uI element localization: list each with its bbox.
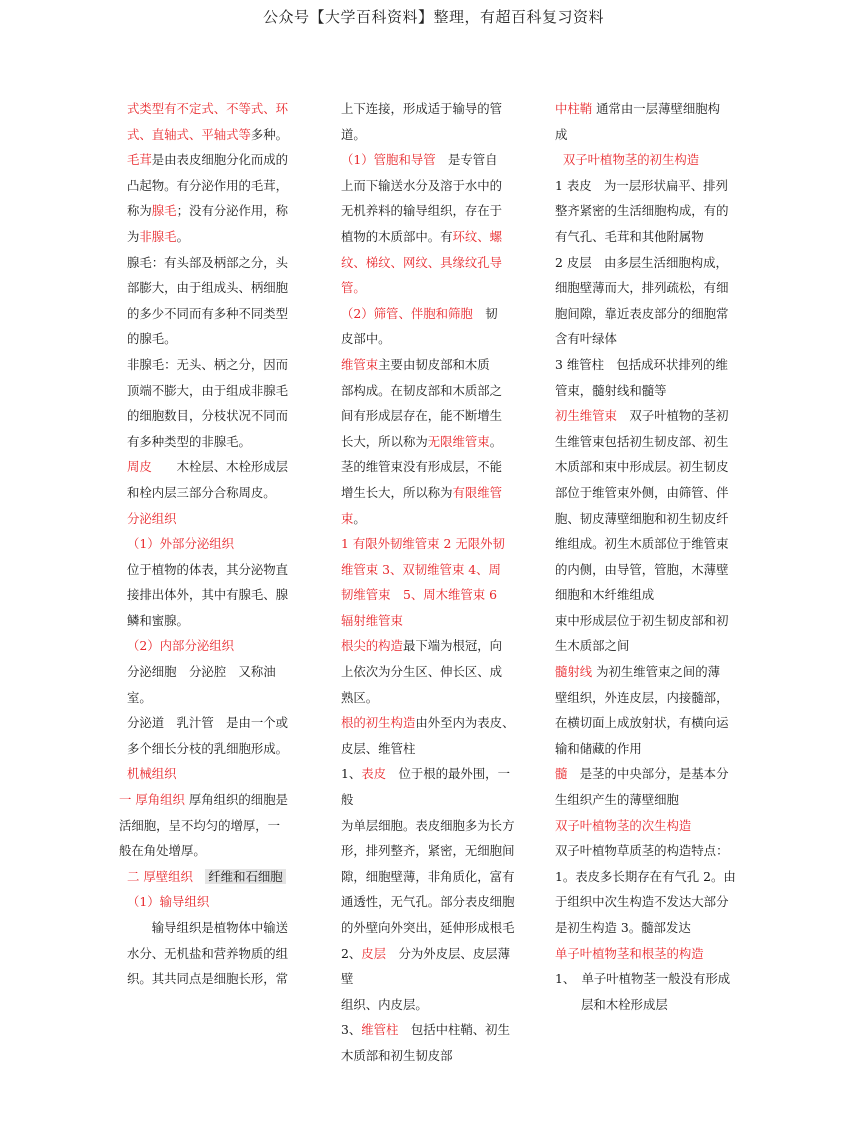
text: 是茎的中央部分，是基本分 (579, 766, 729, 782)
text: 双子叶植物的茎初 (629, 408, 729, 424)
paragraph: 顶端不膨大，由于组成非腺毛 (127, 382, 289, 398)
paragraph: 壁组织，外连皮层，内接髓部， (555, 689, 729, 705)
text: 式类型有不定式、不等式、环 (127, 101, 289, 116)
paragraph (127, 224, 297, 250)
paragraph: 管束，髓射线和髓等 (555, 382, 667, 398)
text: 分为外皮层、皮层薄壁 (341, 945, 510, 987)
text: 木栓层、木栓形成层 (176, 459, 289, 475)
text: 。 (489, 433, 503, 449)
paragraph: 凸起物。有分泌作用的毛茸， (127, 177, 289, 193)
column-2 (341, 96, 521, 1069)
paragraph: 胞、韧皮薄壁细胞和初生韧皮纤 (555, 510, 729, 526)
paragraph: 于组织中次生构造不发达大部分 (555, 894, 729, 910)
paragraph: 和栓内层三部分合称周皮。 (127, 484, 276, 500)
column-1 (119, 96, 297, 992)
text: 称为 (127, 203, 152, 219)
paragraph: 位于植物的体表，其分泌物直 (127, 561, 289, 577)
paragraph: 无机养料的输导组织，存在于 (341, 203, 503, 219)
text: 韧 (485, 305, 498, 321)
term: 腺毛 (151, 203, 177, 219)
text: 由外至内为表皮、 (415, 715, 515, 731)
paragraph: 部构成。在韧皮部和木质部之 (341, 382, 503, 398)
paragraph: 细胞和木纤维组成 (555, 587, 655, 603)
paragraph: 部膨大，由于组成头、柄细胞 (127, 280, 289, 296)
paragraph: 鳞和蜜腺。 (127, 612, 189, 628)
paragraph: 熟区。 (341, 689, 379, 705)
paragraph: 胞间隙，靠近表皮部分的细胞常 (555, 305, 729, 321)
text: 为 (127, 228, 140, 244)
paragraph (341, 480, 521, 506)
paragraph: 维组成。初生木质部位于维管束 (555, 536, 729, 552)
text: 长大，所以称为 (341, 433, 428, 449)
paragraph: 分泌细胞 分泌腔 又称油 (127, 664, 276, 680)
paragraph: 含有叶绿体 (555, 331, 617, 347)
paragraph (555, 659, 741, 685)
paragraph (341, 429, 521, 455)
paragraph: 有多种类型的非腺毛。 (127, 433, 251, 449)
paragraph: 生组织产生的薄壁细胞 (555, 792, 679, 808)
paragraph (555, 403, 741, 429)
term: 髓 (555, 766, 568, 782)
paragraph: 纹、梯纹、网纹、具缘纹孔导 (341, 254, 503, 270)
paragraph: 生维管束包括初生韧皮部、初生 (555, 433, 729, 449)
paragraph: 1 有限外韧维管束 2 无限外韧 (341, 536, 505, 552)
text: 。 (176, 228, 189, 244)
heading-dicot-primary (555, 147, 741, 173)
text: 2、 (341, 945, 362, 961)
paragraph (127, 454, 297, 480)
paragraph: 部位于维管束外侧，由筛管、伴 (555, 484, 729, 500)
term: 根尖的构造 (341, 638, 403, 654)
heading-monocot: 单子叶植物茎和根茎的构造 (555, 945, 704, 961)
paragraph: 1。表皮多长期存在有气孔 2。由 (555, 868, 736, 884)
paragraph: 形，排列整齐，紧密，无细胞间 (341, 843, 515, 859)
paragraph: 整齐紧密的生活细胞构成，有的 (555, 203, 729, 219)
paragraph: 的腺毛。 (127, 331, 177, 347)
heading-text: 双子叶植物茎的初生构造 (562, 152, 700, 168)
paragraph: 1、 单子叶植物茎一般没有形成 (555, 971, 731, 987)
term: 无限维管束 (427, 433, 490, 449)
paragraph: 织。其共同点是细胞长形，常 (127, 971, 289, 987)
paragraph: 的多少不同而有多种不同类型 (127, 305, 289, 321)
paragraph (127, 96, 297, 122)
paragraph (119, 787, 297, 813)
term: 束 (341, 510, 354, 526)
paragraph: 成 (555, 126, 568, 142)
paragraph: 韧维管束 5、周木维管束 6 (341, 587, 498, 603)
term: 非腺毛 (139, 228, 177, 244)
term: 维管柱 (361, 1022, 399, 1038)
term: 髓射线 (555, 664, 593, 680)
paragraph: 分泌道 乳汁管 是由一个或 (127, 715, 289, 731)
paragraph: 1 表皮 为一层形状扁平、排列 (555, 177, 728, 193)
heading-external-secretory: （1）外部分泌组织 (127, 536, 235, 552)
paragraph (341, 301, 521, 327)
paragraph (127, 915, 297, 941)
paragraph: 皮层、维管柱 (341, 740, 416, 756)
text: 通常由一层薄壁细胞构 (596, 101, 721, 116)
text: 主要由韧皮部和木质 (378, 356, 490, 372)
paragraph (341, 633, 521, 659)
paragraph (127, 198, 297, 224)
paragraph: 木质部和束中形成层。初生韧皮 (555, 459, 729, 475)
paragraph: 多个细长分枝的乳细胞形成。 (127, 740, 289, 756)
term: 皮层 (361, 945, 387, 961)
text: 植物的木质部中。有 (341, 228, 453, 244)
paragraph: 在横切面上成放射状，有横向运 (555, 715, 729, 731)
paragraph: 茎的维管束没有形成层，不能 (341, 459, 503, 475)
paragraph: 管。 (341, 280, 366, 296)
paragraph (555, 96, 741, 122)
heading-mechanical: 机械组织 (127, 766, 177, 782)
text: ；没有分泌作用，称 (176, 203, 289, 219)
heading-dicot-secondary: 双子叶植物茎的次生构造 (555, 817, 692, 833)
text: 为初生维管束之间的薄 (596, 664, 721, 680)
paragraph: 般在角处增厚。 (119, 843, 206, 859)
paragraph: 输和储藏的作用 (555, 740, 642, 756)
paragraph: 为单层细胞。表皮细胞多为长方 (341, 817, 515, 833)
paragraph: 双子叶植物草质茎的构造特点： (555, 843, 729, 859)
paragraph: 的外壁向外突出，延伸形成根毛 (341, 920, 515, 935)
text: 包括中柱鞘、初生 (410, 1022, 510, 1038)
text: 输导组织是植物体中输送 (151, 920, 289, 935)
text: 多种。 (250, 126, 289, 142)
paragraph: 是初生构造 3。髓部发达 (555, 920, 691, 935)
term: 周皮 (127, 459, 152, 475)
heading-secretory: 分泌组织 (127, 510, 177, 526)
paragraph: 3 维管柱 包括成环状排列的维 (555, 356, 728, 372)
paragraph (127, 864, 297, 890)
paragraph: 生木质部之间 (555, 638, 630, 654)
text: 1、 (341, 766, 362, 782)
paragraph: 维管束 3、双韧维管束 4、周 (341, 561, 501, 577)
paragraph: 上下连接，形成适于输导的管 (341, 101, 503, 116)
paragraph: 上依次为分生区、伸长区、成 (341, 664, 503, 680)
text: 厚角组织的细胞是 (188, 792, 288, 808)
term: 维管束 (341, 356, 379, 372)
text: 3、 (341, 1022, 362, 1038)
paragraph: 水分、无机盐和营养物质的组 (127, 945, 289, 961)
paragraph: 室。 (127, 689, 152, 705)
paragraph: 的内侧，由导管，管胞，木薄壁 (555, 561, 729, 577)
paragraph: 层和木栓形成层 (581, 996, 668, 1012)
paragraph (341, 761, 521, 812)
paragraph: 非腺毛：无头、柄之分，因而 (127, 356, 289, 372)
paragraph (127, 122, 297, 148)
term: 二 厚壁组织 (127, 868, 193, 884)
term: 有限维管 (452, 484, 503, 500)
paragraph (341, 147, 521, 173)
paragraph: 2 皮层 由多层生活细胞构成， (555, 254, 728, 270)
text: 增生长大，所以称为 (341, 484, 453, 500)
paragraph: 上而下输送水分及溶于水中的 (341, 177, 503, 193)
text: 是由表皮细胞分化而成的 (151, 152, 289, 168)
paragraph: 辐射维管束 (341, 612, 403, 628)
paragraph: 隙，细胞壁薄，非角质化，富有 (341, 868, 515, 884)
paragraph (341, 710, 521, 736)
paragraph (341, 1017, 521, 1043)
paragraph: 道。 (341, 126, 366, 142)
paragraph: 皮部中。 (341, 331, 391, 347)
paragraph: 的细胞数目，分枝状况不同而 (127, 408, 289, 424)
text: 是专管自 (448, 152, 498, 168)
paragraph (341, 224, 521, 250)
paragraph (127, 147, 297, 173)
heading-conducting: （1）输导组织 (127, 894, 210, 910)
term: 初生维管束 (555, 408, 617, 424)
term: 根的初生构造 (341, 715, 416, 731)
term: 毛茸 (127, 152, 152, 168)
heading-internal-secretory: （2）内部分泌组织 (127, 638, 235, 654)
text: 式、直轴式、平轴式等 (127, 126, 251, 142)
term: 环纹、螺 (452, 228, 503, 244)
paragraph: 活细胞，呈不均匀的增厚，一 (119, 817, 281, 833)
paragraph: 细胞壁薄而大，排列疏松，有细 (555, 280, 729, 296)
paragraph (341, 941, 521, 992)
text: 位于根的最外围，一般 (341, 766, 510, 808)
text: 最下端为根冠，向 (402, 638, 503, 654)
paragraph: 木质部和初生韧皮部 (341, 1047, 453, 1063)
page-header: 公众号【大学百科资料】整理，有超百科复习资料 (262, 8, 604, 26)
paragraph: 接排出体外，其中有腺毛、腺 (127, 587, 289, 603)
term: （2）筛管、伴胞和筛胞 (341, 305, 473, 321)
paragraph: 有气孔、毛茸和其他附属物 (555, 228, 704, 244)
paragraph (555, 761, 741, 787)
term: 中柱鞘 (555, 101, 593, 116)
paragraph: 间有形成层存在，能不断增生 (341, 408, 503, 424)
column-3 (555, 96, 741, 1017)
term: 一 厚角组织 (119, 792, 185, 808)
paragraph: 腺毛：有头部及柄部之分，头 (127, 254, 289, 270)
paragraph: 通透性，无气孔。部分表皮细胞 (341, 894, 515, 910)
term: （1）管胞和导管 (341, 152, 436, 168)
term: 表皮 (361, 766, 387, 782)
paragraph (341, 506, 521, 532)
paragraph: 束中形成层位于初生韧皮部和初 (555, 612, 729, 628)
highlighted-text: 纤维和石细胞 (205, 869, 285, 884)
paragraph: 组织、内皮层。 (341, 996, 428, 1012)
text: 。 (353, 510, 366, 526)
paragraph (341, 352, 521, 378)
